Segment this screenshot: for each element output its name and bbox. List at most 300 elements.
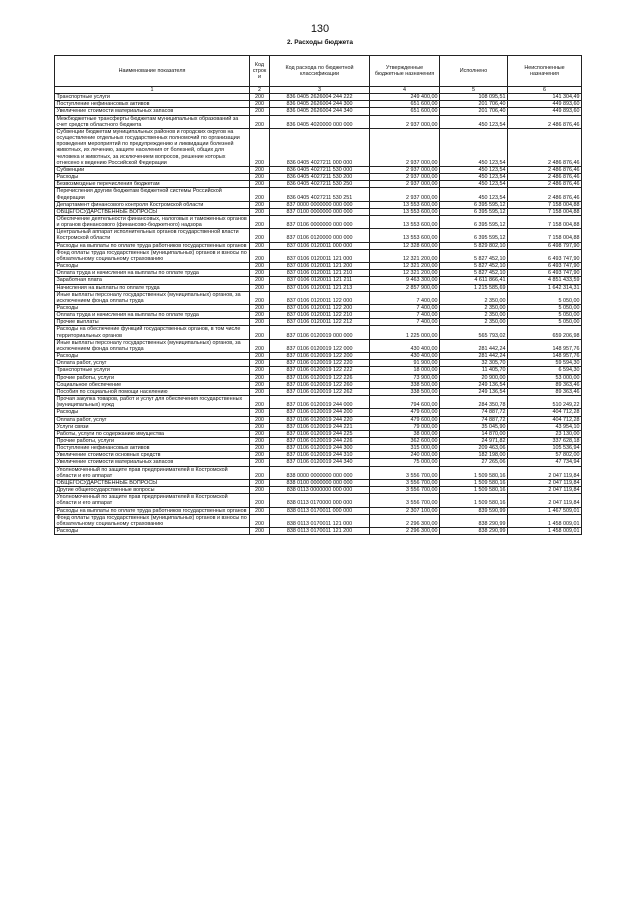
executed-amount-cell: 20 900,00 (440, 374, 508, 381)
unexecuted-amount-cell: 2 486 876,46 (508, 115, 582, 128)
expense-code-cell: 837 0106 0120019 244 340 (270, 459, 370, 466)
table-row (55, 108, 582, 115)
table-row (55, 381, 582, 388)
approved-amount-cell: 13 553 600,00 (370, 229, 440, 242)
line-code-cell: 200 (250, 353, 270, 360)
table-row (55, 459, 582, 466)
unexecuted-amount-cell: 2 047 119,84 (508, 479, 582, 486)
indicator-name-cell: Оплата труда и начисления на выплаты по оплате труда (55, 270, 250, 277)
line-code-cell: 200 (250, 381, 270, 388)
table-row (55, 396, 582, 409)
executed-amount-cell: 838 290,99 (440, 514, 508, 527)
executed-amount-cell: 182 198,00 (440, 452, 508, 459)
table-row (55, 215, 582, 228)
executed-amount-cell: 2 350,00 (440, 312, 508, 319)
executed-amount-cell: 32 305,70 (440, 360, 508, 367)
header-expense-code: Код расхода по бюджетной классификации (270, 56, 370, 87)
approved-amount-cell: 3 556 700,00 (370, 494, 440, 507)
approved-amount-cell: 12 321 200,00 (370, 263, 440, 270)
indicator-name-cell: Оплата труда и начисления на выплаты по оплате труда (55, 312, 250, 319)
indicator-name-cell: Прочая закупка товаров, работ и услуг для обеспечения государственных (муниципальных) нужд (55, 396, 250, 409)
indicator-name-cell: Прочие работы, услуги (55, 437, 250, 444)
table-row (55, 284, 582, 291)
indicator-name-cell: Безвозмездные перечисления бюджетам (55, 181, 250, 188)
approved-amount-cell: 13 553 600,00 (370, 208, 440, 215)
expense-code-cell: 837 0106 0120011 121 210 (270, 270, 370, 277)
executed-amount-cell: 35 045,90 (440, 423, 508, 430)
indicator-name-cell: Расходы (55, 263, 250, 270)
expense-code-cell: 837 0106 0120019 122 200 (270, 353, 370, 360)
indicator-name-cell: Расходы на обеспечение функций государственных органов, в том числе территориальных органов (55, 326, 250, 339)
line-code-cell: 200 (250, 416, 270, 423)
line-code-cell: 200 (250, 423, 270, 430)
table-row (55, 452, 582, 459)
indicator-name-cell: Пособия по социальной помощи населению (55, 388, 250, 395)
unexecuted-amount-cell: 2 486 876,46 (508, 181, 582, 188)
unexecuted-amount-cell: 2 047 119,84 (508, 487, 582, 494)
unexecuted-amount-cell: 148 957,76 (508, 353, 582, 360)
indicator-name-cell: Расходы (55, 305, 250, 312)
column-number: 6 (508, 87, 582, 94)
executed-amount-cell: 565 793,02 (440, 326, 508, 339)
table-row (55, 360, 582, 367)
line-code-cell: 200 (250, 409, 270, 416)
line-code-cell: 200 (250, 479, 270, 486)
unexecuted-amount-cell: 2 486 876,46 (508, 166, 582, 173)
approved-amount-cell: 2 296 300,00 (370, 514, 440, 527)
table-header-row (55, 56, 582, 87)
executed-amount-cell: 838 290,99 (440, 528, 508, 535)
approved-amount-cell: 9 463 300,00 (370, 277, 440, 284)
unexecuted-amount-cell: 7 158 004,88 (508, 208, 582, 215)
executed-amount-cell: 249 136,54 (440, 381, 508, 388)
approved-amount-cell: 13 553 600,00 (370, 201, 440, 208)
approved-amount-cell: 651 600,00 (370, 108, 440, 115)
indicator-name-cell: Заработная плата (55, 277, 250, 284)
unexecuted-amount-cell: 2 047 119,84 (508, 466, 582, 479)
table-row (55, 128, 582, 166)
approved-amount-cell: 18 000,00 (370, 367, 440, 374)
unexecuted-amount-cell: 7 158 004,88 (508, 215, 582, 228)
line-code-cell: 200 (250, 326, 270, 339)
approved-amount-cell: 12 321 200,00 (370, 249, 440, 262)
expense-code-cell: 836 0405 4027211 530 250 (270, 181, 370, 188)
line-code-cell: 200 (250, 188, 270, 201)
line-code-cell: 200 (250, 242, 270, 249)
unexecuted-amount-cell: 1 467 509,01 (508, 507, 582, 514)
expense-code-cell: 837 0106 0120011 122 200 (270, 305, 370, 312)
expense-code-cell: 837 0106 0120019 122 262 (270, 388, 370, 395)
approved-amount-cell: 73 900,00 (370, 374, 440, 381)
executed-amount-cell: 2 350,00 (440, 305, 508, 312)
line-code-cell: 200 (250, 437, 270, 444)
executed-amount-cell: 450 123,54 (440, 181, 508, 188)
indicator-name-cell: Иные выплаты персоналу государственных (муниципальных) органов, за исключением фонда оплаты труда (55, 291, 250, 304)
unexecuted-amount-cell: 89 363,46 (508, 381, 582, 388)
column-number: 5 (440, 87, 508, 94)
expense-code-cell: 836 0405 2626004 244 340 (270, 108, 370, 115)
approved-amount-cell: 7 400,00 (370, 319, 440, 326)
unexecuted-amount-cell: 5 050,00 (508, 312, 582, 319)
table-row (55, 374, 582, 381)
expense-code-cell: 838 0113 0170011 000 000 (270, 507, 370, 514)
header-executed: Исполнено (440, 56, 508, 87)
table-row (55, 430, 582, 437)
line-code-cell: 200 (250, 101, 270, 108)
expense-code-cell: 837 0106 0120000 000 000 (270, 229, 370, 242)
unexecuted-amount-cell: 449 893,60 (508, 108, 582, 115)
line-code-cell: 200 (250, 430, 270, 437)
table-row (55, 291, 582, 304)
unexecuted-amount-cell: 6 493 747,90 (508, 270, 582, 277)
header-indicator-name: Наименование показателя (55, 56, 250, 87)
table-row (55, 466, 582, 479)
executed-amount-cell: 1 215 585,69 (440, 284, 508, 291)
expense-code-cell: 837 0106 0120019 244 000 (270, 396, 370, 409)
indicator-name-cell: Другие общегосударственные вопросы (55, 487, 250, 494)
expense-code-cell: 837 0106 0120019 122 226 (270, 374, 370, 381)
line-code-cell: 200 (250, 459, 270, 466)
table-row (55, 388, 582, 395)
unexecuted-amount-cell: 141 304,49 (508, 94, 582, 101)
expense-code-cell: 837 0106 0120011 121 000 (270, 249, 370, 262)
unexecuted-amount-cell: 5 050,00 (508, 319, 582, 326)
line-code-cell: 200 (250, 312, 270, 319)
indicator-name-cell: Фонд оплаты труда государственных (муниципальных) органов и взносы по обязательному социальному страхованию (55, 249, 250, 262)
executed-amount-cell: 14 870,00 (440, 430, 508, 437)
expense-code-cell: 837 0106 0120011 121 200 (270, 263, 370, 270)
column-number: 2 (250, 87, 270, 94)
unexecuted-amount-cell: 1 458 009,01 (508, 514, 582, 527)
indicator-name-cell: Межбюджетные трансферты бюджетам муниципальных образований за счет средств областного бюджета (55, 115, 250, 128)
expense-code-cell: 838 0100 0000000 000 000 (270, 479, 370, 486)
indicator-name-cell: Услуги связи (55, 423, 250, 430)
approved-amount-cell: 7 400,00 (370, 305, 440, 312)
expense-code-cell: 837 0106 0120011 122 212 (270, 319, 370, 326)
table-row (55, 174, 582, 181)
indicator-name-cell: Расходы (55, 353, 250, 360)
indicator-name-cell: Расходы (55, 409, 250, 416)
expense-code-cell: 837 0106 0120011 121 213 (270, 284, 370, 291)
approved-amount-cell: 2 937 000,00 (370, 166, 440, 173)
table-row (55, 270, 582, 277)
line-code-cell: 200 (250, 487, 270, 494)
executed-amount-cell: 450 123,54 (440, 128, 508, 166)
indicator-name-cell: Транспортные услуги (55, 94, 250, 101)
line-code-cell: 200 (250, 208, 270, 215)
unexecuted-amount-cell: 510 249,22 (508, 396, 582, 409)
approved-amount-cell: 249 400,00 (370, 94, 440, 101)
approved-amount-cell: 13 553 600,00 (370, 215, 440, 228)
executed-amount-cell: 2 350,00 (440, 319, 508, 326)
approved-amount-cell: 338 500,00 (370, 388, 440, 395)
indicator-name-cell: Работы, услуги по содержанию имущества (55, 430, 250, 437)
approved-amount-cell: 240 000,00 (370, 452, 440, 459)
unexecuted-amount-cell: 7 158 004,88 (508, 201, 582, 208)
expense-code-cell: 836 0405 4027211 530 200 (270, 174, 370, 181)
executed-amount-cell: 74 887,72 (440, 416, 508, 423)
line-code-cell: 200 (250, 249, 270, 262)
approved-amount-cell: 2 937 000,00 (370, 174, 440, 181)
budget-expenses-table (54, 55, 582, 535)
line-code-cell: 200 (250, 374, 270, 381)
expense-code-cell: 837 0100 0000000 000 000 (270, 208, 370, 215)
indicator-name-cell: Оплата работ, услуг (55, 416, 250, 423)
line-code-cell: 200 (250, 174, 270, 181)
line-code-cell: 200 (250, 94, 270, 101)
unexecuted-amount-cell: 1 642 314,31 (508, 284, 582, 291)
executed-amount-cell: 450 123,54 (440, 188, 508, 201)
table-row (55, 305, 582, 312)
unexecuted-amount-cell: 6 493 747,90 (508, 263, 582, 270)
column-number: 1 (55, 87, 250, 94)
line-code-cell: 200 (250, 270, 270, 277)
indicator-name-cell: Субвенции (55, 166, 250, 173)
approved-amount-cell: 2 307 100,00 (370, 507, 440, 514)
executed-amount-cell: 11 405,70 (440, 367, 508, 374)
unexecuted-amount-cell: 59 594,30 (508, 360, 582, 367)
table-row (55, 423, 582, 430)
expense-code-cell: 837 0106 0120019 244 221 (270, 423, 370, 430)
expense-code-cell: 837 0106 0120011 122 000 (270, 291, 370, 304)
expense-code-cell: 838 0113 0170011 121 000 (270, 514, 370, 527)
approved-amount-cell: 362 600,00 (370, 437, 440, 444)
header-unexecuted: Неисполненные назначения (508, 56, 582, 87)
expense-code-cell: 838 0113 0170000 000 000 (270, 494, 370, 507)
indicator-name-cell: Обеспечение деятельности финансовых, налоговых и таможенных органов и органов финансового (финансово-бюджетного) надзора (55, 215, 250, 228)
indicator-name-cell: Фонд оплаты труда государственных (муниципальных) органов и взносы по обязательному социальному страхованию (55, 514, 250, 527)
expense-code-cell: 837 0106 0120019 122 220 (270, 360, 370, 367)
unexecuted-amount-cell: 5 050,00 (508, 291, 582, 304)
approved-amount-cell: 3 556 700,00 (370, 479, 440, 486)
unexecuted-amount-cell: 57 802,00 (508, 452, 582, 459)
approved-amount-cell: 315 000,00 (370, 445, 440, 452)
indicator-name-cell: ОБЩЕГОСУДАРСТВЕННЫЕ ВОПРОСЫ (55, 479, 250, 486)
executed-amount-cell: 281 442,24 (440, 353, 508, 360)
line-code-cell: 200 (250, 291, 270, 304)
executed-amount-cell: 201 706,40 (440, 101, 508, 108)
unexecuted-amount-cell: 659 206,98 (508, 326, 582, 339)
line-code-cell: 200 (250, 181, 270, 188)
expense-code-cell: 837 0106 0120019 122 260 (270, 381, 370, 388)
expense-code-cell: 836 0405 4020000 000 000 (270, 115, 370, 128)
unexecuted-amount-cell: 105 536,94 (508, 445, 582, 452)
expense-code-cell: 838 0000 0000000 000 000 (270, 466, 370, 479)
table-row (55, 188, 582, 201)
line-code-cell: 200 (250, 445, 270, 452)
indicator-name-cell: Расходы (55, 174, 250, 181)
approved-amount-cell: 2 296 300,00 (370, 528, 440, 535)
executed-amount-cell: 74 887,72 (440, 409, 508, 416)
line-code-cell: 200 (250, 263, 270, 270)
header-approved: Утвержденные бюджетные назначения (370, 56, 440, 87)
expense-code-cell: 837 0106 0120019 244 225 (270, 430, 370, 437)
executed-amount-cell: 1 509 580,16 (440, 494, 508, 507)
unexecuted-amount-cell: 47 734,94 (508, 459, 582, 466)
table-row (55, 242, 582, 249)
indicator-name-cell: Социальное обеспечение (55, 381, 250, 388)
unexecuted-amount-cell: 2 047 119,84 (508, 494, 582, 507)
executed-amount-cell: 108 095,51 (440, 94, 508, 101)
line-code-cell: 200 (250, 452, 270, 459)
indicator-name-cell: Иные выплаты персоналу государственных (муниципальных) органов, за исключением фонда оплаты труда (55, 339, 250, 352)
line-code-cell: 200 (250, 305, 270, 312)
approved-amount-cell: 479 600,00 (370, 416, 440, 423)
executed-amount-cell: 4 611 866,41 (440, 277, 508, 284)
table-row (55, 326, 582, 339)
indicator-name-cell: Уполномоченный по защите прав предпринимателей в Костромской области и его аппарат (55, 466, 250, 479)
table-row (55, 312, 582, 319)
table-row (55, 528, 582, 535)
approved-amount-cell: 2 937 000,00 (370, 128, 440, 166)
table-row (55, 277, 582, 284)
executed-amount-cell: 6 395 595,12 (440, 208, 508, 215)
approved-amount-cell: 2 857 900,00 (370, 284, 440, 291)
executed-amount-cell: 6 395 595,12 (440, 215, 508, 228)
table-row (55, 507, 582, 514)
page-number: 130 (310, 23, 330, 35)
executed-amount-cell: 5 829 802,10 (440, 242, 508, 249)
expense-code-cell: 836 0405 2626004 244 300 (270, 101, 370, 108)
expense-code-cell: 837 0106 0120019 122 222 (270, 367, 370, 374)
unexecuted-amount-cell: 2 486 876,46 (508, 188, 582, 201)
executed-amount-cell: 201 706,40 (440, 108, 508, 115)
expense-code-cell: 837 0106 0120011 122 210 (270, 312, 370, 319)
unexecuted-amount-cell: 2 486 876,46 (508, 128, 582, 166)
executed-amount-cell: 284 350,78 (440, 396, 508, 409)
executed-amount-cell: 5 827 452,10 (440, 263, 508, 270)
indicator-name-cell: Расходы (55, 528, 250, 535)
indicator-name-cell: Увеличение стоимости основных средств (55, 452, 250, 459)
approved-amount-cell: 3 556 700,00 (370, 466, 440, 479)
approved-amount-cell: 2 937 000,00 (370, 181, 440, 188)
expense-code-cell: 837 0106 0000000 000 000 (270, 215, 370, 228)
line-code-cell: 200 (250, 108, 270, 115)
table-row (55, 487, 582, 494)
table-row (55, 494, 582, 507)
table-row (55, 181, 582, 188)
unexecuted-amount-cell: 404 712,28 (508, 416, 582, 423)
section-title: 2. Расходы бюджета (287, 39, 353, 46)
approved-amount-cell: 2 937 000,00 (370, 188, 440, 201)
expense-code-cell: 837 0106 0120019 244 300 (270, 445, 370, 452)
indicator-name-cell: Оплата работ, услуг (55, 360, 250, 367)
executed-amount-cell: 450 123,54 (440, 174, 508, 181)
indicator-name-cell: Поступление нефинансовых активов (55, 445, 250, 452)
expense-code-cell: 837 0106 0120019 244 226 (270, 437, 370, 444)
approved-amount-cell: 1 225 000,00 (370, 326, 440, 339)
line-code-cell: 200 (250, 494, 270, 507)
approved-amount-cell: 91 900,00 (370, 360, 440, 367)
unexecuted-amount-cell: 6 498 797,90 (508, 242, 582, 249)
approved-amount-cell: 7 400,00 (370, 291, 440, 304)
executed-amount-cell: 249 136,54 (440, 388, 508, 395)
line-code-cell: 200 (250, 201, 270, 208)
approved-amount-cell: 3 556 700,00 (370, 487, 440, 494)
expense-code-cell: 837 0106 0120019 122 000 (270, 339, 370, 352)
unexecuted-amount-cell: 449 893,60 (508, 101, 582, 108)
indicator-name-cell: Прочие выплаты (55, 319, 250, 326)
unexecuted-amount-cell: 43 954,10 (508, 423, 582, 430)
expense-code-cell: 837 0106 0120019 244 310 (270, 452, 370, 459)
expense-code-cell: 837 0000 0000000 000 000 (270, 201, 370, 208)
executed-amount-cell: 5 827 452,10 (440, 270, 508, 277)
table-row (55, 514, 582, 527)
unexecuted-amount-cell: 7 158 004,88 (508, 229, 582, 242)
indicator-name-cell: Расходы на выплаты по оплате труда работников государственных органов (55, 507, 250, 514)
unexecuted-amount-cell: 337 628,18 (508, 437, 582, 444)
executed-amount-cell: 24 971,82 (440, 437, 508, 444)
indicator-name-cell: Поступление нефинансовых активов (55, 101, 250, 108)
executed-amount-cell: 839 590,99 (440, 507, 508, 514)
line-code-cell: 200 (250, 277, 270, 284)
unexecuted-amount-cell: 404 712,28 (508, 409, 582, 416)
approved-amount-cell: 38 000,00 (370, 430, 440, 437)
unexecuted-amount-cell: 89 363,46 (508, 388, 582, 395)
approved-amount-cell: 430 400,00 (370, 353, 440, 360)
expense-code-cell: 836 0405 4027211 530 251 (270, 188, 370, 201)
approved-amount-cell: 12 328 600,00 (370, 242, 440, 249)
approved-amount-cell: 2 937 000,00 (370, 115, 440, 128)
table-row (55, 416, 582, 423)
expense-code-cell: 836 0405 2626004 244 222 (270, 94, 370, 101)
expense-code-cell: 836 0405 4027211 530 000 (270, 166, 370, 173)
expense-code-cell: 837 0106 0120011 000 000 (270, 242, 370, 249)
indicator-name-cell: Центральный аппарат исполнительных органов государственной власти Костромской области (55, 229, 250, 242)
table-row (55, 339, 582, 352)
executed-amount-cell: 6 395 595,12 (440, 229, 508, 242)
approved-amount-cell: 430 400,00 (370, 339, 440, 352)
approved-amount-cell: 479 600,00 (370, 409, 440, 416)
line-code-cell: 200 (250, 319, 270, 326)
executed-amount-cell: 6 395 595,12 (440, 201, 508, 208)
executed-amount-cell: 27 265,06 (440, 459, 508, 466)
approved-amount-cell: 794 600,00 (370, 396, 440, 409)
table-row (55, 437, 582, 444)
line-code-cell: 200 (250, 284, 270, 291)
expense-code-cell: 836 0405 4027211 000 000 (270, 128, 370, 166)
unexecuted-amount-cell: 5 050,00 (508, 305, 582, 312)
unexecuted-amount-cell: 6 493 747,90 (508, 249, 582, 262)
table-row (55, 445, 582, 452)
table-row (55, 409, 582, 416)
executed-amount-cell: 2 350,00 (440, 291, 508, 304)
table-row (55, 166, 582, 173)
line-code-cell: 200 (250, 528, 270, 535)
indicator-name-cell: Прочие работы, услуги (55, 374, 250, 381)
indicator-name-cell: Субвенции бюджетам муниципальных районов и городских округов на осуществление отдельных государственных полномочий по организации проведения мероприятий по предупреждению и ликвидации болезней животных, их лечению, защите населения от болезней, общих для человека и животных, за исключением вопросов, решение которых отнесено к ведению Российской Федерации (55, 128, 250, 166)
unexecuted-amount-cell: 4 851 433,59 (508, 277, 582, 284)
expense-code-cell: 837 0106 0120019 000 000 (270, 326, 370, 339)
expense-code-cell: 837 0106 0120019 244 200 (270, 409, 370, 416)
line-code-cell: 200 (250, 215, 270, 228)
indicator-name-cell: Департамент финансового контроля Костромской области (55, 201, 250, 208)
column-number: 4 (370, 87, 440, 94)
indicator-name-cell: Увеличение стоимости материальных запасов (55, 108, 250, 115)
unexecuted-amount-cell: 2 486 876,46 (508, 174, 582, 181)
line-code-cell: 200 (250, 396, 270, 409)
approved-amount-cell: 79 000,00 (370, 423, 440, 430)
executed-amount-cell: 1 509 580,16 (440, 487, 508, 494)
table-row (55, 319, 582, 326)
executed-amount-cell: 5 827 452,10 (440, 249, 508, 262)
table-row (55, 115, 582, 128)
table-row (55, 229, 582, 242)
indicator-name-cell: Транспортные услуги (55, 367, 250, 374)
executed-amount-cell: 450 123,54 (440, 166, 508, 173)
column-number-row (55, 87, 582, 94)
unexecuted-amount-cell: 23 130,00 (508, 430, 582, 437)
